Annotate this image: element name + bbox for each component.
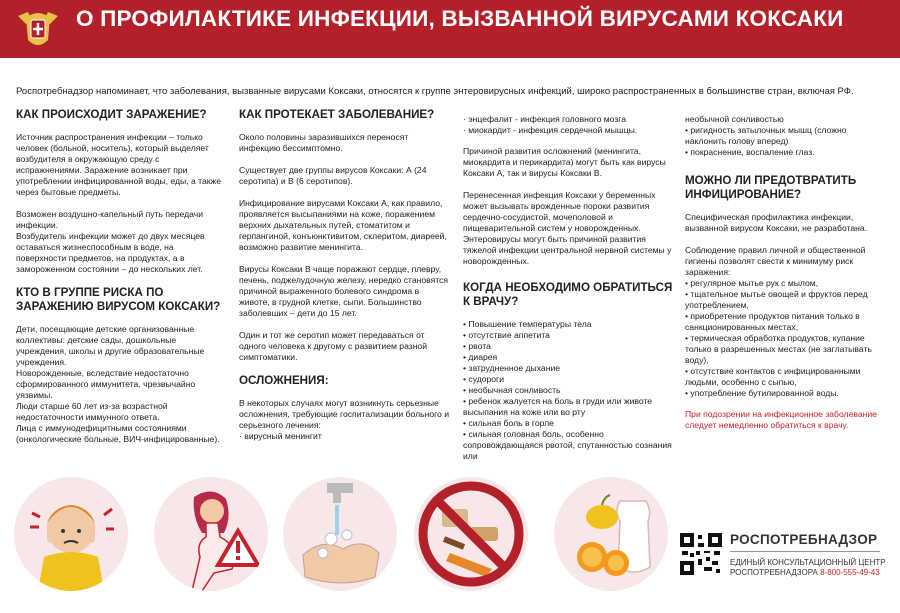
heading-disease-course: КАК ПРОТЕКАЕТ ЗАБОЛЕВАНИЕ? <box>239 108 435 121</box>
list-item: • употребление бутилированной воды. <box>685 388 839 398</box>
list-item: • судороги <box>463 374 504 384</box>
paragraph: Возможен воздушно-капельный путь передачи инфекции. <box>16 209 204 230</box>
list-item: · вирусный менингит <box>239 431 322 441</box>
paragraph: Вирусы Коксаки В чаще поражают сердце, плевру, печень, поджелудочную железу, нередко становятся причиной выраженного болевого синдрома в животе, в грудной клетке, сыпи. Большинство заболевших – дети до 15 лет. <box>239 264 449 318</box>
list-item: • сильная головная боль, особенно сопровождающаяся рвотой, спутанностью сознания или <box>463 429 672 461</box>
list-item: • покраснение, воспаление глаз. <box>685 147 815 157</box>
column-when-doctor <box>463 114 673 472</box>
list-item: • рвота <box>463 341 491 351</box>
paragraph: Дети, посещающие детские организованные коллективы: детские сады, дошкольные учреждения, школы и другие образовательные учреждения. <box>16 324 205 367</box>
paragraph: Существует две группы вирусов Коксаки: А (24 серотипа) и В (6 серотипов). <box>239 165 427 186</box>
heading-when-doctor: КОГДА НЕОБХОДИМО ОБРАТИТЬСЯ К ВРАЧУ? <box>463 281 673 308</box>
list-item: • Повышение температуры тела <box>463 319 592 329</box>
brand-name: РОСПОТРЕБНАДЗОР <box>730 532 878 547</box>
list-item: • ребенок жалуется на боль в груди или животе <box>463 396 653 406</box>
brand-sub-line2: РОСПОТРЕБНАДЗОРА <box>730 568 818 577</box>
emblem-icon <box>14 6 62 52</box>
list-item: • приобретение продуктов питания только в санкционированных местах, <box>685 311 860 332</box>
intro-text: Роспотребнадзор напоминает, что заболевания, вызванные вирусами Коксаки, относятся к группе энтеровирусных инфекций, широко распространенных в большинстве стран, включая РФ. <box>16 86 854 97</box>
column-disease-course <box>239 108 451 453</box>
column-prevention <box>685 114 890 442</box>
list-item: • сильная боль в горле <box>463 418 554 428</box>
paragraph: Возбудитель инфекции может до двух месяцев оставаться жизнеспособным в воде, на поверхности предметов, на продуктах, а в замороженном состоянии – до нескольких лет. <box>16 231 205 274</box>
list-item: • термическая обработка продуктов, купание только в разрешенных местах (не заглатывать воду), <box>685 333 872 365</box>
column-infection <box>16 108 226 456</box>
paragraph: Один и тот же серотип может передаваться от одного человека к другому с развитием разной симптоматики. <box>239 330 428 362</box>
hotline-phone: 8-800-555-49-43 <box>820 568 880 577</box>
hand-washing-icon <box>283 477 397 591</box>
list-item: • отсутствие аппетита <box>463 330 550 340</box>
paragraph: Причиной развития осложнений (менингита, миокардита и перикардита) могут быть как вирусы Коксаки А, так и вирусы Коксаки В. <box>463 146 666 178</box>
paragraph: Источник распространения инфекции – только человек (больной, носитель), который выделяет возбудителя в окружающую среду с испражнениями. Заражение возникает при употреблении инфицированной воды, еды, а также через бытовые предметы. <box>16 132 222 197</box>
list-item: • тщательное мытье овощей и фруктов перед употреблением, <box>685 289 868 310</box>
list-item: высыпания на коже или во рту <box>463 407 586 417</box>
pregnant-woman-icon <box>154 477 268 591</box>
paragraph: Новорожденные, вследствие недостаточно сформированного иммунитета, чрезвычайно уязвимы. <box>16 368 196 400</box>
list-item: • отсутствие контактов с инфицированными людьми, особенно с сыпью, <box>685 366 861 387</box>
heading-complications: ОСЛОЖНЕНИЯ: <box>239 374 329 387</box>
heading-prevention: МОЖНО ЛИ ПРЕДОТВРАТИТЬ ИНФИЦИРОВАНИЕ? <box>685 174 857 201</box>
list-item: • регулярное мытье рук с мылом, <box>685 278 819 288</box>
divider <box>730 551 880 552</box>
paragraph: Соблюдение правил личной и общественной гигиены позволят свести к минимуму риск заражения: <box>685 245 866 277</box>
brand-subtitle <box>730 558 886 578</box>
list-item: · энцефалит - инфекция головного мозга <box>463 114 627 124</box>
no-street-food-icon <box>414 477 528 591</box>
list-item: • затрудненное дыхание <box>463 363 561 373</box>
paragraph: В некоторых случаях могут возникнуть серьезные осложнения, требующие госпитализации больного и серьезного лечения: <box>239 398 450 430</box>
heading-risk-group: КТО В ГРУППЕ РИСКА ПО ЗАРАЖЕНИЮ ВИРУСОМ КОКСАКИ? <box>16 286 221 313</box>
list-item: • диарея <box>463 352 498 362</box>
header-banner <box>0 0 900 58</box>
list-item: • необычная сонливость <box>463 385 561 395</box>
paragraph: Около половины заразившихся переносят инфекцию бессимптомно. <box>239 132 409 153</box>
paragraph: Инфицирование вирусами Коксаки А, как правило, проявляется высыпаниями на коже, поражением верхних дыхательных путей, стоматитом и герпангиной, конъюнктивитом, склеритом, диареей, возможно развитие менингита. <box>239 198 447 252</box>
paragraph: Люди старше 60 лет из-за возрастной недостаточности иммунного ответа. <box>16 401 168 422</box>
list-item: · миокардит - инфекция сердечной мышцы. <box>463 125 638 135</box>
paragraph: Перенесенная инфекция Коксаки у беременных может вызывать врожденные пороки развития сердечно-сосудистой, мочеполовой и пищеварительной систем у новорожденных. Энтеровирусы могут быть причиной развития тяжелой инфекции центральной нервной системы у новорожденных. <box>463 190 672 266</box>
paragraph: Специфическая профилактика инфекции, вызванной вирусом Коксаки, не разработана. <box>685 212 868 233</box>
brand-sub-line1: ЕДИНЫЙ КОНСУЛЬТАЦИОННЫЙ ЦЕНТР <box>730 558 886 567</box>
list-item: • ригидность затылочных мышц (сложно наклонить голову вперед) <box>685 125 847 146</box>
warning-text: При подозрении на инфекционное заболевание следует немедленно обратиться к врачу. <box>685 409 877 430</box>
sick-child-icon <box>14 477 128 591</box>
list-item: необычной сонливостью <box>685 114 784 124</box>
qr-code-icon <box>680 533 722 575</box>
page-title: О ПРОФИЛАКТИКЕ ИНФЕКЦИИ, ВЫЗВАННОЙ ВИРУСАМИ КОКСАКИ <box>76 6 844 31</box>
heading-how-infection: КАК ПРОИСХОДИТ ЗАРАЖЕНИЕ? <box>16 108 207 121</box>
fruits-water-icon <box>554 477 668 591</box>
paragraph: Лица с иммунодефицитными состояниями (онкологические больные, ВИЧ-инфицированные). <box>16 423 220 444</box>
